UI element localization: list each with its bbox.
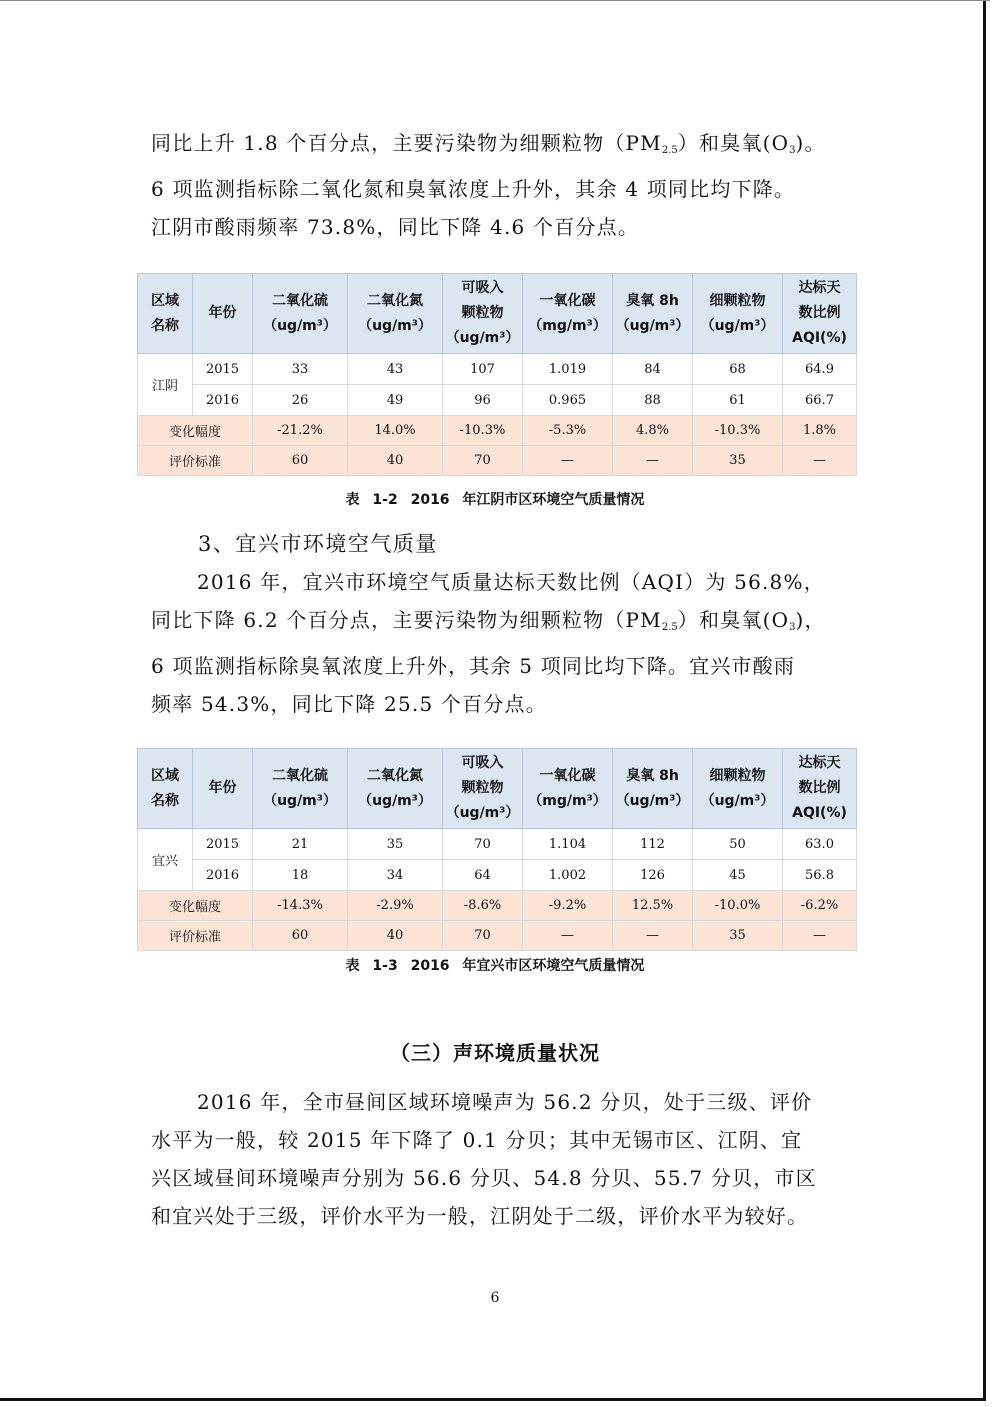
paragraph-line: 兴区域昼间环境噪声分别为 56.6 分贝、54.8 分贝、55.7 分贝，市区 [151, 1166, 817, 1190]
header-co: 一氧化碳 （mg/m³） [523, 749, 613, 829]
o3-cell: 84 [613, 354, 693, 385]
paragraph-line: 6 项监测指标除二氧化氮和臭氧浓度上升外，其余 4 项同比均下降。 [151, 177, 796, 201]
co-cell: -5.3% [523, 416, 613, 446]
pm10-cell: 70 [443, 446, 523, 476]
year-cell: 2015 [193, 354, 253, 385]
pm25-cell: 50 [693, 829, 783, 860]
paragraph-yixing-summary [151, 563, 845, 723]
so2-cell: 60 [253, 921, 348, 951]
pm25-cell: -10.3% [693, 416, 783, 446]
paragraph-line: 6 项监测指标除臭氧浓度上升外，其余 5 项同比均下降。宜兴市酸雨 [151, 654, 796, 678]
o3-cell: 126 [613, 860, 693, 891]
aqi-cell: 63.0 [783, 829, 857, 860]
paragraph-line: 同比下降 6.2 个百分点，主要污染物为细颗粒物$(PM_{2.5})$和臭氧$(O_3)$， [151, 608, 826, 633]
so2-cell: 26 [253, 385, 348, 416]
header-no2: 二氧化氮 （ug/m³） [348, 274, 443, 354]
o3-cell: 12.5% [613, 891, 693, 921]
page-top-border [0, 0, 990, 1]
table-caption-jiangyin: 表 1-2 2016 年江阴市区环境空气质量情况 [345, 492, 645, 508]
yixing-air-quality-table [137, 748, 857, 951]
aqi-cell: 56.8 [783, 860, 857, 891]
no2-cell: -2.9% [348, 891, 443, 921]
table-header-row [138, 274, 857, 354]
pm10-cell: 70 [443, 829, 523, 860]
header-pm25: 细颗粒物 （ug/m³） [693, 749, 783, 829]
header-co: 一氧化碳 （mg/m³） [523, 274, 613, 354]
pm10-cell: 96 [443, 385, 523, 416]
aqi-cell: — [783, 446, 857, 476]
no2-cell: 35 [348, 829, 443, 860]
paragraph-jiangyin-summary [151, 124, 845, 246]
paragraph-noise-summary [151, 1083, 845, 1235]
standard-label: 评价标准 [138, 921, 253, 951]
paragraph-line: 2016 年，宜兴市环境空气质量达标天数比例（AQI）为 56.8%， [197, 570, 825, 594]
aqi-cell: 1.8% [783, 416, 857, 446]
co-cell: -9.2% [523, 891, 613, 921]
pm10-cell: -8.6% [443, 891, 523, 921]
section-subheading-yixing: 3、宜兴市环境空气质量 [198, 532, 438, 556]
change-label: 变化幅度 [138, 891, 253, 921]
pm10-cell: 107 [443, 354, 523, 385]
paragraph-line: 频率 54.3%，同比下降 25.5 个百分点。 [151, 692, 547, 716]
no2-cell: 43 [348, 354, 443, 385]
pm10-cell: 64 [443, 860, 523, 891]
pm25-cell: 45 [693, 860, 783, 891]
co-cell: 1.002 [523, 860, 613, 891]
header-so2: 二氧化硫 （ug/m³） [253, 274, 348, 354]
header-o3: 臭氧 8h （ug/m³） [613, 274, 693, 354]
region-cell: 江阴 [138, 354, 193, 416]
so2-cell: 33 [253, 354, 348, 385]
o3-cell: — [613, 446, 693, 476]
header-aqi: 达标天 数比例 AQI(%) [783, 274, 857, 354]
paragraph-line: 江阴市酸雨频率 73.8%，同比下降 4.6 个百分点。 [151, 215, 640, 239]
jiangyin-air-quality-table [137, 273, 857, 476]
year-cell: 2016 [193, 385, 253, 416]
year-cell: 2015 [193, 829, 253, 860]
pm25-cell: 68 [693, 354, 783, 385]
pm10-cell: 70 [443, 921, 523, 951]
header-so2: 二氧化硫 （ug/m³） [253, 749, 348, 829]
pm25-cell: -10.0% [693, 891, 783, 921]
year-cell: 2016 [193, 860, 253, 891]
so2-cell: -14.3% [253, 891, 348, 921]
no2-cell: 14.0% [348, 416, 443, 446]
header-pm25: 细颗粒物 （ug/m³） [693, 274, 783, 354]
aqi-cell: -6.2% [783, 891, 857, 921]
header-pm10: 可吸入 颗粒物 （ug/m³） [443, 749, 523, 829]
so2-cell: 21 [253, 829, 348, 860]
pm25-cell: 35 [693, 446, 783, 476]
standard-row [138, 446, 857, 476]
paragraph-line: 2016 年，全市昼间区域环境噪声为 56.2 分贝，处于三级、评价 [197, 1090, 813, 1114]
pm10-cell: -10.3% [443, 416, 523, 446]
change-label: 变化幅度 [138, 416, 253, 446]
o3-cell: 4.8% [613, 416, 693, 446]
o3-cell: 112 [613, 829, 693, 860]
table-caption-yixing: 表 1-3 2016 年宜兴市区环境空气质量情况 [345, 958, 645, 974]
o3-cell: — [613, 921, 693, 951]
header-year: 年份 [193, 274, 253, 354]
so2-cell: 60 [253, 446, 348, 476]
co-cell: 0.965 [523, 385, 613, 416]
change-row [138, 416, 857, 446]
no2-cell: 49 [348, 385, 443, 416]
header-region: 区域 名称 [138, 749, 193, 829]
so2-cell: -21.2% [253, 416, 348, 446]
paragraph-line: 和宜兴处于三级，评价水平为一般，江阴处于二级，评价水平为较好。 [151, 1204, 809, 1228]
co-cell: 1.019 [523, 354, 613, 385]
pm25-cell: 35 [693, 921, 783, 951]
no2-cell: 40 [348, 446, 443, 476]
aqi-cell: 66.7 [783, 385, 857, 416]
co-cell: — [523, 921, 613, 951]
header-year: 年份 [193, 749, 253, 829]
header-o3: 臭氧 8h （ug/m³） [613, 749, 693, 829]
no2-cell: 40 [348, 921, 443, 951]
region-cell: 宜兴 [138, 829, 193, 891]
o3-cell: 88 [613, 385, 693, 416]
co-cell: 1.104 [523, 829, 613, 860]
paragraph-line: 同比上升 1.8 个百分点，主要污染物为细颗粒物$(PM_{2.5})$和臭氧$(O_3)$。 [151, 131, 826, 156]
header-no2: 二氧化氮 （ug/m³） [348, 749, 443, 829]
standard-label: 评价标准 [138, 446, 253, 476]
aqi-cell: — [783, 921, 857, 951]
table-row [138, 860, 857, 891]
header-aqi: 达标天 数比例 AQI(%) [783, 749, 857, 829]
no2-cell: 34 [348, 860, 443, 891]
change-row [138, 891, 857, 921]
page-number: 6 [490, 1290, 500, 1306]
paragraph-line: 水平为一般，较 2015 年下降了 0.1 分贝；其中无锡市区、江阴、宜 [151, 1128, 803, 1152]
co-cell: — [523, 446, 613, 476]
section-heading-noise: （三）声环境质量状况 [390, 1041, 600, 1065]
pm25-cell: 61 [693, 385, 783, 416]
so2-cell: 18 [253, 860, 348, 891]
header-pm10: 可吸入 颗粒物 （ug/m³） [443, 274, 523, 354]
header-region: 区域 名称 [138, 274, 193, 354]
aqi-cell: 64.9 [783, 354, 857, 385]
standard-row [138, 921, 857, 951]
table-row [138, 385, 857, 416]
table-header-row [138, 749, 857, 829]
table-row [138, 354, 857, 385]
table-row [138, 829, 857, 860]
